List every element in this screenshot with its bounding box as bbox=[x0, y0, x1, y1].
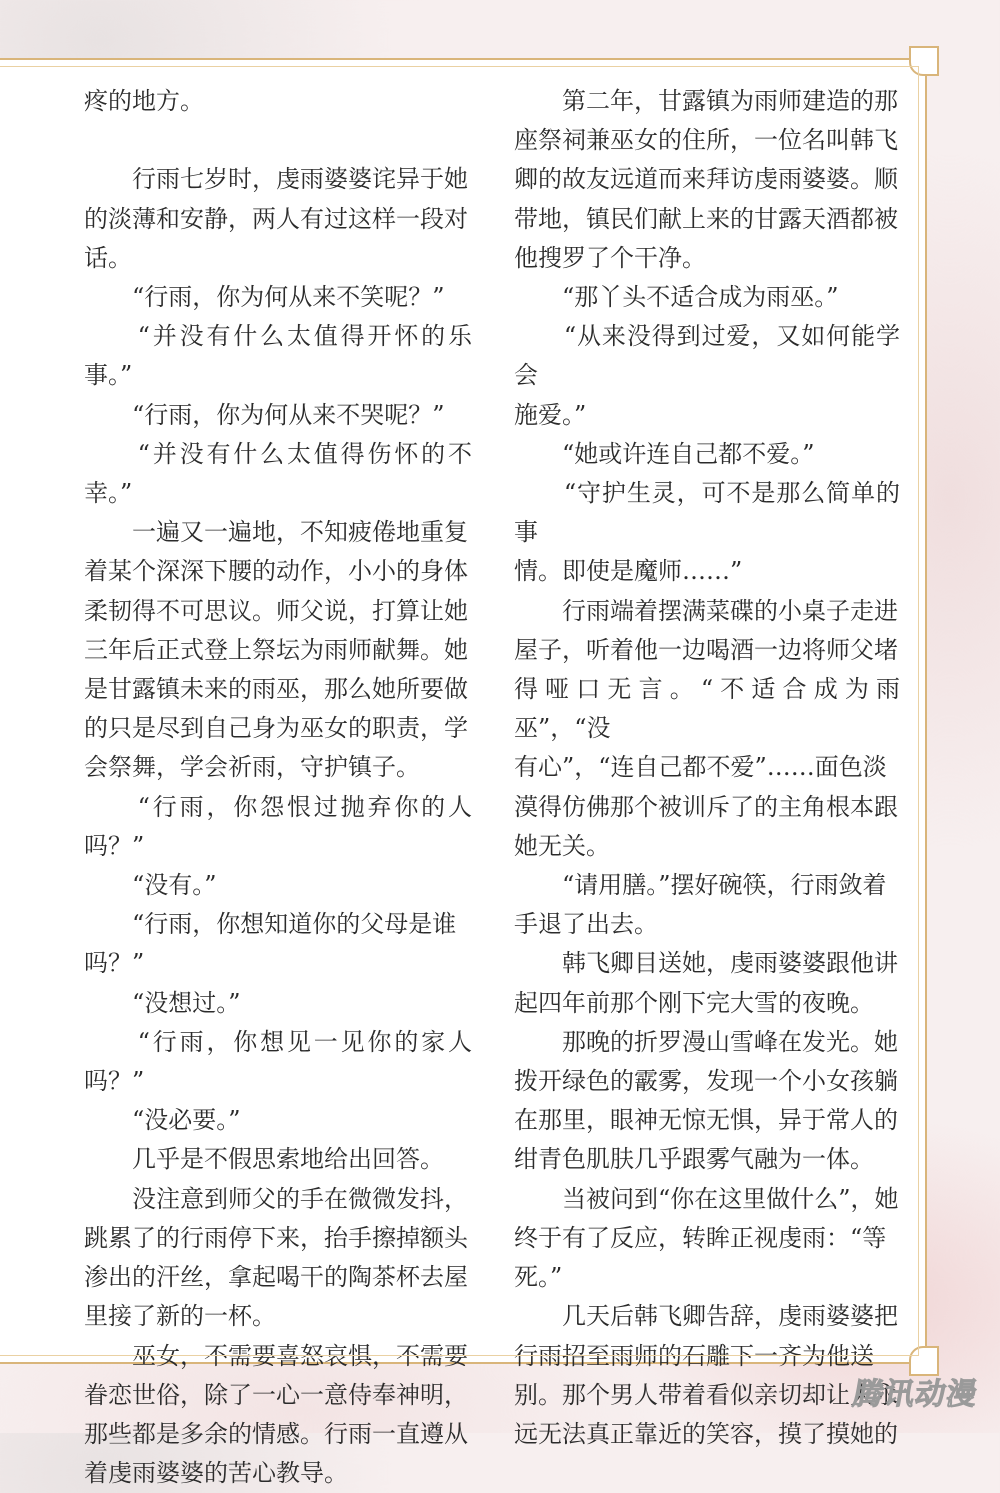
text-line: 远无法真正靠近的笑容，摸了摸她的 bbox=[514, 1419, 898, 1448]
text-line: 行雨招至雨师的石雕下一齐为他送 bbox=[514, 1341, 874, 1370]
text-line: “并没有什么太值得开怀的乐事。” bbox=[84, 322, 472, 390]
text-line: 他搜罗了个干净。 bbox=[514, 243, 706, 272]
text-line: “并没有什么太值得伤怀的不幸。” bbox=[84, 439, 472, 508]
text-line: 别。那个男人带着看似亲切却让人永 bbox=[514, 1380, 898, 1409]
text-line: 当被问到“你在这里做什么”，她 bbox=[514, 1184, 899, 1213]
text-line: 渗出的汗丝，拿起喝干的陶茶杯去屋 bbox=[84, 1263, 468, 1292]
text-line: 话。 bbox=[84, 243, 132, 272]
text-line: 没注意到师父的手在微微发抖， bbox=[84, 1184, 468, 1213]
text-line: 第二年，甘露镇为雨师建造的那 bbox=[514, 87, 898, 115]
text-line: “那丫头不适合成为雨巫。” bbox=[514, 283, 839, 312]
text-line: 行雨端着摆满菜碟的小桌子走进 bbox=[514, 596, 898, 625]
text-line: “没有。” bbox=[84, 871, 217, 900]
text-line: 那些都是多余的情感。行雨一直遵从 bbox=[84, 1419, 468, 1448]
text-line: 死。” bbox=[514, 1263, 563, 1292]
text-line: 疼的地方。 bbox=[84, 87, 204, 115]
right-text-column bbox=[514, 82, 900, 1454]
text-line: 会祭舞，学会祈雨，守护镇子。 bbox=[84, 753, 420, 782]
text-line: 几乎是不假思索地给出回答。 bbox=[84, 1145, 444, 1174]
text-line: 的淡薄和安静，两人有过这样一段对 bbox=[84, 204, 468, 233]
text-line: “守护生灵，可不是那么简单的事 bbox=[514, 479, 900, 547]
text-line: 一遍又一遍地，不知疲倦地重复 bbox=[84, 518, 468, 547]
text-line: 漠得仿佛那个被训斥了的主角根本跟 bbox=[514, 792, 898, 821]
text-line: “从来没得到过爱，又如何能学会 bbox=[514, 322, 900, 390]
text-line: “行雨，你为何从来不哭呢？” bbox=[84, 400, 445, 429]
text-line: 吗？” bbox=[84, 949, 145, 978]
text-line: 着虔雨婆婆的苦心教导。 bbox=[84, 1459, 348, 1488]
text-line: 跳累了的行雨停下来，抬手擦掉额头 bbox=[84, 1223, 468, 1252]
text-line: 巫女，不需要喜怒哀惧，不需要 bbox=[84, 1341, 468, 1370]
text-line: 带地，镇民们献上来的甘露天酒都被 bbox=[514, 204, 898, 233]
text-line: 情。即使是魔师……” bbox=[514, 557, 743, 586]
text-line: “没想过。” bbox=[84, 988, 241, 1017]
text-line: 她无关。 bbox=[514, 831, 610, 860]
text-line: 得哑口无言。“不适合成为雨巫”，“没 bbox=[514, 675, 900, 743]
text-line: 着某个深深下腰的动作，小小的身体 bbox=[84, 557, 468, 586]
text-line: “没必要。” bbox=[84, 1106, 241, 1135]
text-line: 屋子，听着他一边喝酒一边将师父堵 bbox=[514, 635, 898, 664]
text-line: 韩飞卿目送她，虔雨婆婆跟他讲 bbox=[514, 949, 898, 978]
left-text-column bbox=[84, 82, 472, 1493]
text-line: “行雨，你为何从来不笑呢？” bbox=[84, 283, 445, 312]
text-line: 柔韧得不可思议。师父说，打算让她 bbox=[84, 596, 468, 625]
text-line: 眷恋世俗，除了一心一意侍奉神明， bbox=[84, 1380, 468, 1409]
text-line: 有心”，“连自己都不爱”……面色淡 bbox=[514, 753, 887, 782]
text-line: 是甘露镇未来的雨巫，那么她所要做 bbox=[84, 675, 468, 704]
frame-corner-ornament bbox=[909, 46, 939, 76]
text-line: 的只是尽到自己身为巫女的职责，学 bbox=[84, 714, 468, 743]
text-line: 终于有了反应，转眸正视虔雨：“等 bbox=[514, 1223, 887, 1252]
text-line: 拨开绿色的霰雾，发现一个小女孩躺 bbox=[514, 1067, 898, 1096]
text-line: 行雨七岁时，虔雨婆婆诧异于她 bbox=[84, 165, 468, 194]
site-watermark-logo: 腾讯动漫 bbox=[850, 1377, 981, 1412]
text-line: 三年后正式登上祭坛为雨师献舞。她 bbox=[84, 635, 468, 664]
text-line: “行雨，你想知道你的父母是谁 bbox=[84, 910, 457, 939]
text-line: 施爱。” bbox=[514, 400, 587, 429]
text-line: 起四年前那个刚下完大雪的夜晚。 bbox=[514, 988, 874, 1017]
text-line: 卿的故友远道而来拜访虔雨婆婆。顺 bbox=[514, 165, 898, 194]
text-line: “她或许连自己都不爱。” bbox=[514, 439, 815, 468]
text-line: 绀青色肌肤几乎跟雾气融为一体。 bbox=[514, 1145, 874, 1174]
text-line: “请用膳。”摆好碗筷，行雨敛着 bbox=[514, 871, 887, 900]
text-line: 里接了新的一杯。 bbox=[84, 1302, 276, 1331]
text-line: 手退了出去。 bbox=[514, 910, 658, 939]
text-line: “行雨，你怨恨过抛弃你的人吗？” bbox=[84, 792, 472, 860]
text-line: “行雨，你想见一见你的家人吗？” bbox=[84, 1027, 472, 1096]
text-line: 那晚的折罗漫山雪峰在发光。她 bbox=[514, 1027, 898, 1056]
text-line: 几天后韩飞卿告辞，虔雨婆婆把 bbox=[514, 1302, 898, 1331]
text-line: 座祭祠兼巫女的住所，一位名叫韩飞 bbox=[514, 126, 898, 155]
text-line bbox=[84, 121, 472, 160]
text-line: 在那里，眼神无惊无惧，异于常人的 bbox=[514, 1106, 898, 1135]
